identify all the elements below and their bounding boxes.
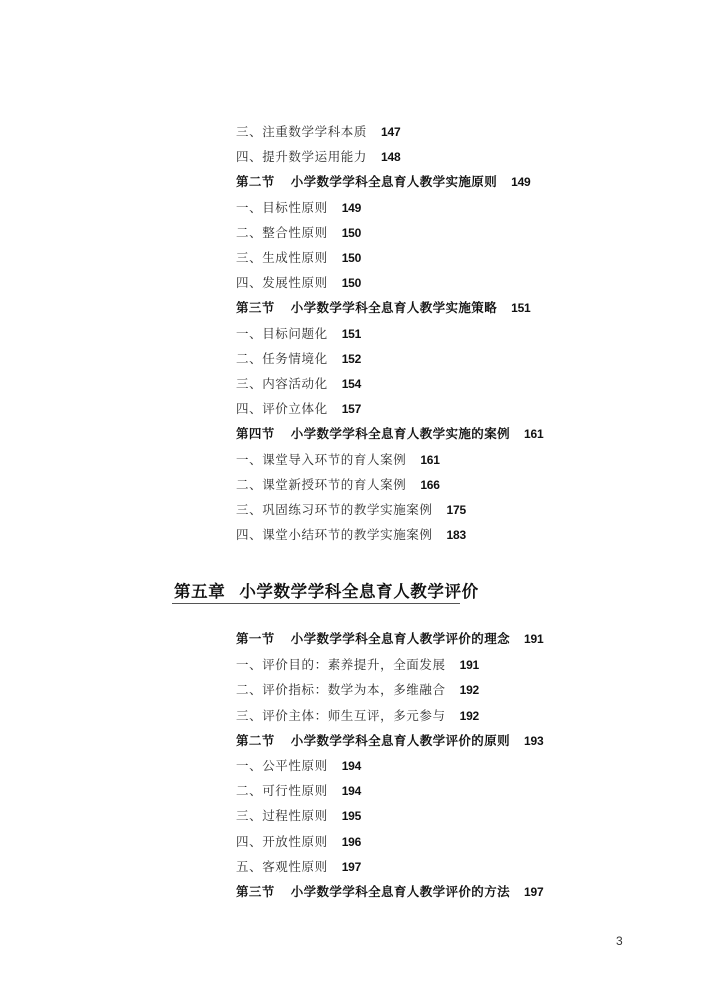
toc-section-heading: [236, 884, 543, 900]
toc-entry: [236, 682, 479, 698]
toc-entry-text: 三、生成性原则: [236, 250, 328, 265]
toc-entry: [236, 783, 361, 799]
toc-entry-page: 183: [446, 528, 466, 542]
toc-entry-page: 150: [341, 251, 362, 265]
toc-entry: [236, 124, 400, 140]
section-title: 小学数学学科全息育人教学实施策略: [290, 300, 498, 315]
toc-entry-text: 二、可行性原则: [236, 783, 328, 798]
toc-entry: [236, 834, 361, 850]
toc-entry-text: 一、公平性原则: [236, 758, 328, 773]
toc-entry-text: 一、课堂导入环节的育人案例: [236, 452, 407, 467]
toc-entry-text: 三、巩固练习环节的教学实施案例: [236, 502, 433, 517]
toc-entry-page: 161: [420, 453, 440, 467]
toc-entry: [236, 376, 361, 392]
section-number: 第三节: [236, 884, 275, 899]
toc-entry-page: 148: [381, 150, 401, 164]
toc-entry-text: 二、整合性原则: [236, 225, 328, 240]
toc-entry-page: 196: [341, 835, 362, 849]
section-title: 小学数学学科全息育人教学实施原则: [290, 174, 498, 189]
toc-entry-page: 166: [420, 478, 440, 492]
toc-entry-text: 四、提升数学运用能力: [236, 149, 368, 164]
toc-section-heading: [236, 733, 543, 749]
section-number: 第二节: [236, 733, 275, 748]
toc-entry-page: 149: [511, 175, 531, 189]
toc-entry-page: 161: [524, 427, 544, 441]
toc-entry-page: 147: [381, 125, 401, 139]
toc-entry: [236, 326, 361, 342]
toc-entry: [236, 149, 400, 165]
section-number: 第一节: [236, 631, 275, 646]
section-title: 小学数学学科全息育人教学评价的原则: [290, 733, 511, 748]
section-number: 第三节: [236, 300, 275, 315]
toc-entry: [236, 527, 466, 543]
toc-entry-page: 191: [459, 658, 480, 672]
toc-entry-page: 194: [341, 784, 362, 798]
toc-entry-page: 151: [341, 327, 362, 341]
toc-entry-page: 197: [524, 885, 544, 899]
toc-entry-page: 152: [341, 352, 362, 366]
toc-entry-text: 一、目标问题化: [236, 326, 328, 341]
toc-entry: [236, 452, 440, 468]
toc-entry-text: 三、注重数学学科本质: [236, 124, 368, 139]
toc-entry-page: 150: [341, 226, 362, 240]
toc-entry: [236, 859, 361, 875]
toc-entry: [236, 275, 361, 291]
toc-entry: [236, 657, 479, 673]
toc-entry-text: 一、评价目的：素养提升，全面发展: [236, 657, 446, 672]
toc-entry-text: 二、任务情境化: [236, 351, 328, 366]
toc-entry: [236, 401, 361, 417]
section-number: 第四节: [236, 426, 275, 441]
toc-entry-page: 192: [459, 709, 480, 723]
toc-entry: [236, 708, 479, 724]
toc-entry-text: 四、发展性原则: [236, 275, 328, 290]
toc-section-heading: [236, 426, 543, 442]
chapter-number: 第五章: [174, 582, 226, 601]
chapter-title: 小学数学学科全息育人教学评价: [239, 582, 479, 601]
toc-entry-text: 二、课堂新授环节的育人案例: [236, 477, 407, 492]
toc-entry-page: 175: [446, 503, 466, 517]
toc-entry: [236, 502, 466, 518]
toc-entry-page: 192: [459, 683, 480, 697]
toc-entry-page: 150: [341, 276, 362, 290]
section-title: 小学数学学科全息育人教学评价的理念: [290, 631, 511, 646]
toc-entry-text: 四、评价立体化: [236, 401, 328, 416]
toc-entry-text: 一、目标性原则: [236, 200, 328, 215]
toc-entry-page: 193: [524, 734, 544, 748]
toc-entry-page: 197: [341, 860, 362, 874]
chapter-heading: [174, 578, 479, 602]
toc-entry-page: 191: [524, 632, 544, 646]
toc-entry: [236, 758, 361, 774]
toc-entry-page: 149: [341, 201, 362, 215]
toc-entry-page: 157: [341, 402, 362, 416]
chapter-divider: [172, 603, 460, 604]
toc-entry-page: 194: [341, 759, 362, 773]
toc-entry-text: 三、过程性原则: [236, 808, 328, 823]
toc-entry-text: 二、评价指标：数学为本，多维融合: [236, 682, 446, 697]
toc-entry-text: 四、课堂小结环节的教学实施案例: [236, 527, 433, 542]
toc-entry-page: 195: [341, 809, 362, 823]
toc-entry: [236, 250, 361, 266]
toc-entry-text: 三、内容活动化: [236, 376, 328, 391]
toc-entry-page: 151: [511, 301, 531, 315]
toc-entry: [236, 808, 361, 824]
toc-entry-text: 三、评价主体：师生互评，多元参与: [236, 708, 446, 723]
section-title: 小学数学学科全息育人教学评价的方法: [290, 884, 511, 899]
toc-section-heading: [236, 300, 531, 316]
toc-entry-text: 四、开放性原则: [236, 834, 328, 849]
toc-section-heading: [236, 631, 543, 647]
toc-entry: [236, 225, 361, 241]
section-title: 小学数学学科全息育人教学实施的案例: [290, 426, 511, 441]
toc-entry: [236, 477, 440, 493]
toc-entry-text: 五、客观性原则: [236, 859, 328, 874]
toc-section-heading: [236, 174, 531, 190]
toc-entry: [236, 200, 361, 216]
toc-entry-page: 154: [341, 377, 362, 391]
section-number: 第二节: [236, 174, 275, 189]
page-number: 3: [616, 934, 623, 948]
toc-entry: [236, 351, 361, 367]
